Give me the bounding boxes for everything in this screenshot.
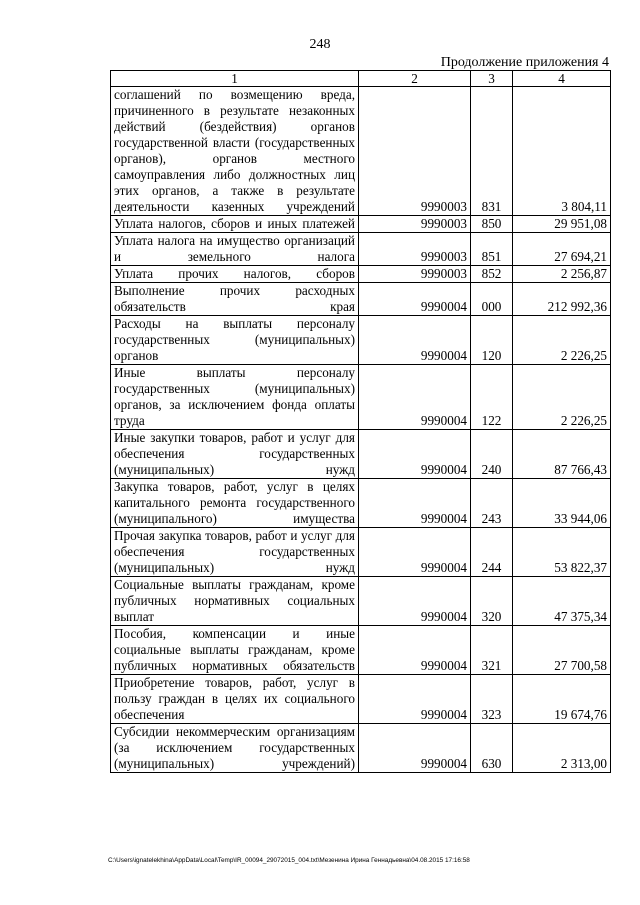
row-amount: 2 256,87	[513, 266, 611, 283]
column-header: 3	[471, 71, 513, 87]
row-amount: 27 700,58	[513, 626, 611, 675]
row-expense-type: 120	[471, 316, 513, 365]
row-expense-type: 321	[471, 626, 513, 675]
row-target-code: 9990004	[359, 283, 471, 316]
row-expense-type: 851	[471, 233, 513, 266]
row-expense-type: 122	[471, 365, 513, 430]
table-row	[111, 479, 611, 528]
row-description: Субсидии некоммерческим организациям (за исключением государственных (муниципальных) учреждений)	[111, 724, 359, 773]
row-target-code: 9990003	[359, 266, 471, 283]
row-description: Иные выплаты персоналу государственных (муниципальных) органов, за исключением фонда оплаты труда	[111, 365, 359, 430]
row-description: Уплата прочих налогов, сборов	[111, 266, 359, 283]
row-expense-type: 852	[471, 266, 513, 283]
row-description: Иные закупки товаров, работ и услуг для обеспечения государственных (муниципальных) нужд	[111, 430, 359, 479]
row-target-code: 9990004	[359, 675, 471, 724]
row-target-code: 9990003	[359, 216, 471, 233]
table-row	[111, 316, 611, 365]
row-expense-type: 000	[471, 283, 513, 316]
row-expense-type: 831	[471, 87, 513, 216]
row-description: Уплата налогов, сборов и иных платежей	[111, 216, 359, 233]
table-row	[111, 87, 611, 216]
row-target-code: 9990004	[359, 430, 471, 479]
table-row	[111, 266, 611, 283]
column-header: 2	[359, 71, 471, 87]
row-amount: 2 226,25	[513, 316, 611, 365]
page-number: 248	[309, 37, 331, 52]
row-amount: 3 804,11	[513, 87, 611, 216]
row-description: Уплата налога на имущество организаций и земельного налога	[111, 233, 359, 266]
row-amount: 47 375,34	[513, 577, 611, 626]
file-path-footer: C:\Users\ignatelekhina\AppData\Local\Temp\IR_00094_29072015_004.txt\Мезенина Ирина Геннадьевна\04.08.2015 17:16:58	[108, 857, 470, 864]
table-row	[111, 283, 611, 316]
row-amount: 33 944,06	[513, 479, 611, 528]
row-amount: 2 313,00	[513, 724, 611, 773]
row-description: Закупка товаров, работ, услуг в целях капитального ремонта государственного (муниципального) имущества	[111, 479, 359, 528]
row-target-code: 9990004	[359, 479, 471, 528]
table-row	[111, 233, 611, 266]
column-header: 4	[513, 71, 611, 87]
row-target-code: 9990004	[359, 316, 471, 365]
row-amount: 53 822,37	[513, 528, 611, 577]
row-expense-type: 243	[471, 479, 513, 528]
table-row	[111, 528, 611, 577]
row-expense-type: 630	[471, 724, 513, 773]
continuation-label: Продолжение приложения 4	[440, 55, 609, 70]
budget-table	[110, 70, 611, 773]
table-row	[111, 577, 611, 626]
row-description: соглашений по возмещению вреда, причиненного в результате незаконных действий (бездействия) органов государственной власти (государственных органов), органов местного самоуправления либо должностных лиц этих органов, а также в результате деятельности казенных учреждений	[111, 87, 359, 216]
table-row	[111, 626, 611, 675]
row-expense-type: 850	[471, 216, 513, 233]
row-target-code: 9990004	[359, 724, 471, 773]
row-amount: 27 694,21	[513, 233, 611, 266]
row-target-code: 9990003	[359, 233, 471, 266]
row-expense-type: 320	[471, 577, 513, 626]
row-amount: 212 992,36	[513, 283, 611, 316]
row-expense-type: 240	[471, 430, 513, 479]
table-row	[111, 724, 611, 773]
table-row	[111, 675, 611, 724]
row-target-code: 9990004	[359, 365, 471, 430]
row-description: Приобретение товаров, работ, услуг в пользу граждан в целях их социального обеспечения	[111, 675, 359, 724]
row-target-code: 9990004	[359, 626, 471, 675]
row-description: Прочая закупка товаров, работ и услуг для обеспечения государственных (муниципальных) нужд	[111, 528, 359, 577]
row-amount: 29 951,08	[513, 216, 611, 233]
row-expense-type: 323	[471, 675, 513, 724]
row-expense-type: 244	[471, 528, 513, 577]
row-amount: 87 766,43	[513, 430, 611, 479]
row-description: Расходы на выплаты персоналу государственных (муниципальных) органов	[111, 316, 359, 365]
row-target-code: 9990004	[359, 528, 471, 577]
row-target-code: 9990004	[359, 577, 471, 626]
column-header: 1	[111, 71, 359, 87]
table-row	[111, 365, 611, 430]
row-description: Выполнение прочих расходных обязательств края	[111, 283, 359, 316]
table-row	[111, 430, 611, 479]
row-target-code: 9990003	[359, 87, 471, 216]
row-description: Социальные выплаты гражданам, кроме публичных нормативных социальных выплат	[111, 577, 359, 626]
row-amount: 2 226,25	[513, 365, 611, 430]
row-description: Пособия, компенсации и иные социальные выплаты гражданам, кроме публичных нормативных обязательств	[111, 626, 359, 675]
row-amount: 19 674,76	[513, 675, 611, 724]
table-header-row	[111, 71, 611, 87]
table-row	[111, 216, 611, 233]
